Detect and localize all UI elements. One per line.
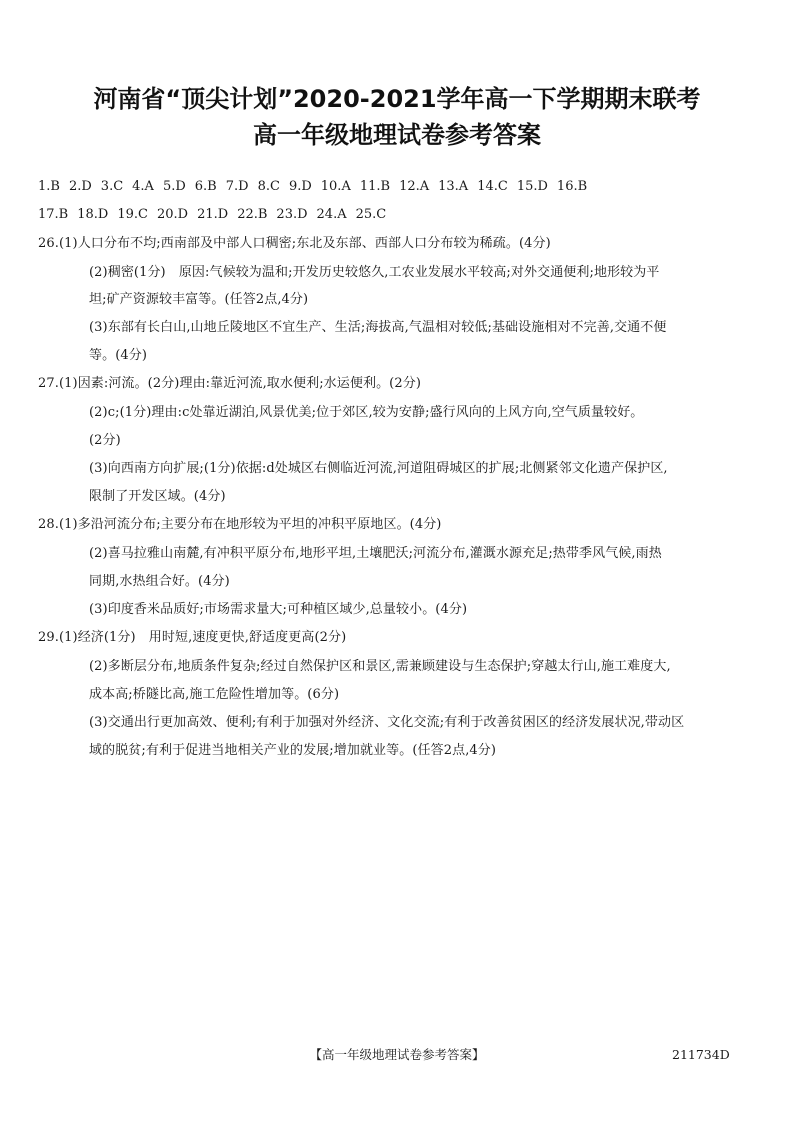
mc-answer: 9.D [288,179,312,194]
q26-part2-line2: 坦;矿产资源较丰富等。(任答2点,4分) [89,292,309,307]
mc-answer: 24.A [316,207,347,222]
mc-answer: 13.A [438,179,469,194]
q29-part1: 29.(1)经济(1分) 用时短,速度更快,舒适度更高(2分) [38,630,347,645]
q29-part2-line2: 成本高;桥隧比高,施工危险性增加等。(6分) [89,687,340,702]
mc-answer: 4.A [132,179,154,194]
mc-answer: 22.B [237,207,268,222]
mc-answer: 3.C [100,179,124,194]
mc-answer: 17.B [38,207,69,222]
document-title: 河南省“顶尖计划”2020-2021学年高一下学期期末联考 [93,85,701,113]
document-subtitle: 高一年级地理试卷参考答案 [253,121,541,149]
mc-answer: 15.D [516,179,548,194]
mc-answer: 7.D [225,179,249,194]
mc-answer: 14.C [477,179,508,194]
mc-answers-row-1 [38,178,768,195]
mc-answer: 23.D [276,207,308,222]
q27-part3-line2: 限制了开发区域。(4分) [89,489,226,504]
mc-answer: 10.A [320,179,351,194]
q27-part1: 27.(1)因素:河流。(2分)理由:靠近河流,取水便利;水运便利。(2分) [38,376,421,391]
mc-answer: 21.D [197,207,229,222]
mc-answer: 11.B [359,179,391,194]
footer-document-label: 【高一年级地理试卷参考答案】 [309,1047,485,1062]
q27-part3-line1: (3)向西南方向扩展;(1分)依据:d处城区右侧临近河流,河道阻碍城区的扩展;北侧紧邻文化遗产保护区, [89,461,668,476]
footer-document-code: 211734D [672,1047,730,1062]
q28-part1: 28.(1)多沿河流分布;主要分布在地形较为平坦的冲积平原地区。(4分) [38,517,442,532]
mc-answer: 5.D [162,179,186,194]
q28-part2-line2: 同期,水热组合好。(4分) [89,574,230,589]
q28-part3: (3)印度香米品质好;市场需求量大;可种植区域少,总量较小。(4分) [89,602,468,617]
mc-answer: 16.B [556,179,588,194]
q26-part3-line1: (3)东部有长白山,山地丘陵地区不宜生产、生活;海拔高,气温相对较低;基础设施相对不完善,交通不便 [89,320,667,335]
q26-part2-line1: (2)稠密(1分) 原因:气候较为温和;开发历史较悠久,工农业发展水平较高;对外交通便利;地形较为平 [89,265,660,280]
mc-answers-row-2 [38,206,768,223]
q29-part3-line2: 域的脱贫;有利于促进当地相关产业的发展;增加就业等。(任答2点,4分) [89,743,497,758]
mc-answer: 19.C [117,207,148,222]
q26-part3-line2: 等。(4分) [89,348,148,363]
mc-answer: 6.B [194,179,217,194]
mc-answer: 8.C [257,179,280,194]
q29-part3-line1: (3)交通出行更加高效、便利;有利于加强对外经济、文化交流;有利于改善贫困区的经济发展状况,带动区 [89,715,685,730]
mc-answer: 20.D [156,207,189,222]
q29-part2-line1: (2)多断层分布,地质条件复杂;经过自然保护区和景区,需兼顾建设与生态保护;穿越太行山,施工难度大, [89,659,671,674]
mc-answer: 25.C [355,207,387,222]
q27-part2-line1: (2)c;(1分)理由:c处靠近湖泊,风景优美;位于郊区,较为安静;盛行风向的上风方向,空气质量较好。 [89,405,644,420]
q26-part1: 26.(1)人口分布不均;西南部及中部人口稠密;东北及东部、西部人口分布较为稀疏。(4分) [38,236,551,251]
mc-answer: 18.D [77,207,109,222]
q28-part2-line1: (2)喜马拉雅山南麓,有冲积平原分布,地形平坦,土壤肥沃;河流分布,灌溉水源充足;热带季风气候,雨热 [89,546,662,561]
mc-answer: 12.A [399,179,430,194]
mc-answer: 2.D [68,179,92,194]
q27-part2-line2: (2分) [89,433,121,448]
mc-answer: 1.B [38,179,60,194]
